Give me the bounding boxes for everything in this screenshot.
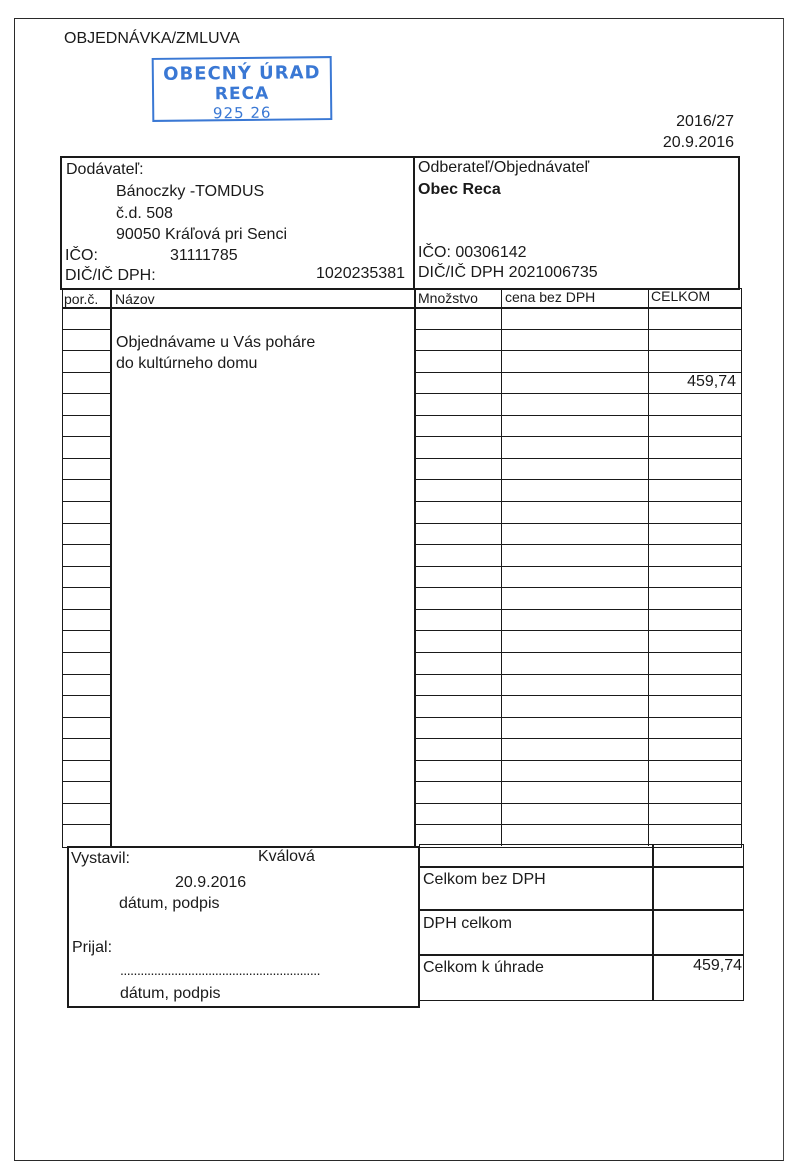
row-line-number — [62, 544, 110, 545]
stamp-line-3: 925 26 — [212, 103, 272, 123]
vat-total-label: DPH celkom — [423, 915, 512, 932]
row-line-number — [62, 760, 110, 761]
row-line-number — [62, 415, 110, 416]
parties-divider — [413, 156, 415, 290]
row-line-values — [414, 803, 742, 804]
item-line-total: 459,74 — [687, 373, 736, 390]
row-line-number — [62, 479, 110, 480]
row-line-values — [414, 415, 742, 416]
row-line-values — [414, 566, 742, 567]
row-line-values — [414, 479, 742, 480]
row-line-number — [62, 436, 110, 437]
row-line-values — [414, 695, 742, 696]
row-line-values — [414, 609, 742, 610]
row-line-values — [414, 674, 742, 675]
stamp-line-1: OBECNÝ ÚRAD — [163, 62, 321, 85]
row-line-number — [62, 350, 110, 351]
row-line-number — [62, 587, 110, 588]
supplier-address-1: č.d. 508 — [116, 205, 173, 222]
office-stamp — [152, 56, 333, 122]
issued-date-signature-label: dátum, podpis — [119, 895, 220, 912]
row-line-values — [414, 350, 742, 351]
row-line-number — [62, 458, 110, 459]
supplier-name: Bánoczky -TOMDUS — [116, 183, 265, 200]
total-due-label: Celkom k úhrade — [423, 959, 544, 976]
supplier-dic-label: DIČ/IČ DPH: — [65, 267, 156, 284]
total-without-vat-label: Celkom bez DPH — [423, 871, 546, 888]
supplier-ico: 31111785 — [170, 247, 238, 264]
total-due-value: 459,74 — [693, 957, 742, 974]
row-line-values — [414, 738, 742, 739]
document-date: 20.9.2016 — [662, 134, 734, 151]
row-line-values — [414, 760, 742, 761]
row-line-number — [62, 824, 110, 825]
row-line-number — [62, 609, 110, 610]
customer-name: Obec Reca — [418, 181, 501, 198]
header-name: Názov — [115, 291, 155, 307]
supplier-address-2: 90050 Kráľová pri Senci — [116, 226, 287, 243]
table-header-rule — [62, 307, 742, 309]
row-line-values — [414, 781, 742, 782]
supplier-label: Dodávateľ: — [66, 161, 144, 178]
issued-date: 20.9.2016 — [175, 874, 247, 891]
header-number: por.č. — [64, 291, 99, 307]
document-number: 2016/27 — [676, 113, 734, 130]
row-line-number — [62, 393, 110, 394]
row-line-values — [414, 501, 742, 502]
row-line-number — [62, 501, 110, 502]
row-line-number — [62, 523, 110, 524]
received-signature-line: ........................................................... — [120, 962, 320, 978]
row-line-values — [414, 393, 742, 394]
supplier-dic: 1020235381 — [316, 265, 405, 282]
row-line-number — [62, 738, 110, 739]
row-line-values — [414, 717, 742, 718]
row-line-values — [414, 458, 742, 459]
row-line-values — [414, 436, 742, 437]
customer-dic: DIČ/IČ DPH 2021006735 — [418, 264, 598, 281]
received-label: Prijal: — [72, 939, 113, 956]
supplier-ico-label: IČO: — [65, 247, 98, 264]
totals-rule-3 — [419, 954, 744, 956]
customer-label: Odberateľ/Objednávateľ — [418, 159, 590, 176]
row-line-number — [62, 781, 110, 782]
row-line-values — [414, 587, 742, 588]
row-line-values — [414, 544, 742, 545]
row-line-number — [62, 652, 110, 653]
row-line-values — [414, 630, 742, 631]
row-line-number — [62, 803, 110, 804]
row-line-number — [62, 717, 110, 718]
col-divider-number — [110, 288, 112, 846]
row-line-values — [414, 652, 742, 653]
row-line-number — [62, 674, 110, 675]
row-line-number — [62, 630, 110, 631]
document-number-block — [663, 111, 734, 153]
header-total: CELKOM — [651, 288, 711, 304]
row-line-values — [414, 523, 742, 524]
totals-rule-2 — [419, 909, 744, 911]
row-line-values — [414, 329, 742, 330]
totals-rule-1 — [419, 866, 744, 868]
row-line-values — [414, 824, 742, 825]
row-line-number — [62, 566, 110, 567]
item-description-2: do kultúrneho domu — [116, 355, 258, 372]
customer-ico: IČO: 00306142 — [418, 244, 527, 261]
item-description-1: Objednávame u Vás poháre — [116, 334, 316, 351]
row-line-number — [62, 329, 110, 330]
issued-box — [67, 846, 420, 1008]
header-price: cena bez DPH — [505, 289, 596, 305]
stamp-line-2: RECA — [214, 83, 270, 105]
row-line-number — [62, 372, 110, 373]
document-title: OBJEDNÁVKA/ZMLUVA — [64, 30, 240, 47]
row-line-number — [62, 695, 110, 696]
header-quantity: Množstvo — [418, 290, 478, 306]
issued-label: Vystavil: — [71, 850, 130, 867]
received-date-signature-label: dátum, podpis — [120, 985, 221, 1002]
issued-by: Kválová — [258, 848, 315, 865]
